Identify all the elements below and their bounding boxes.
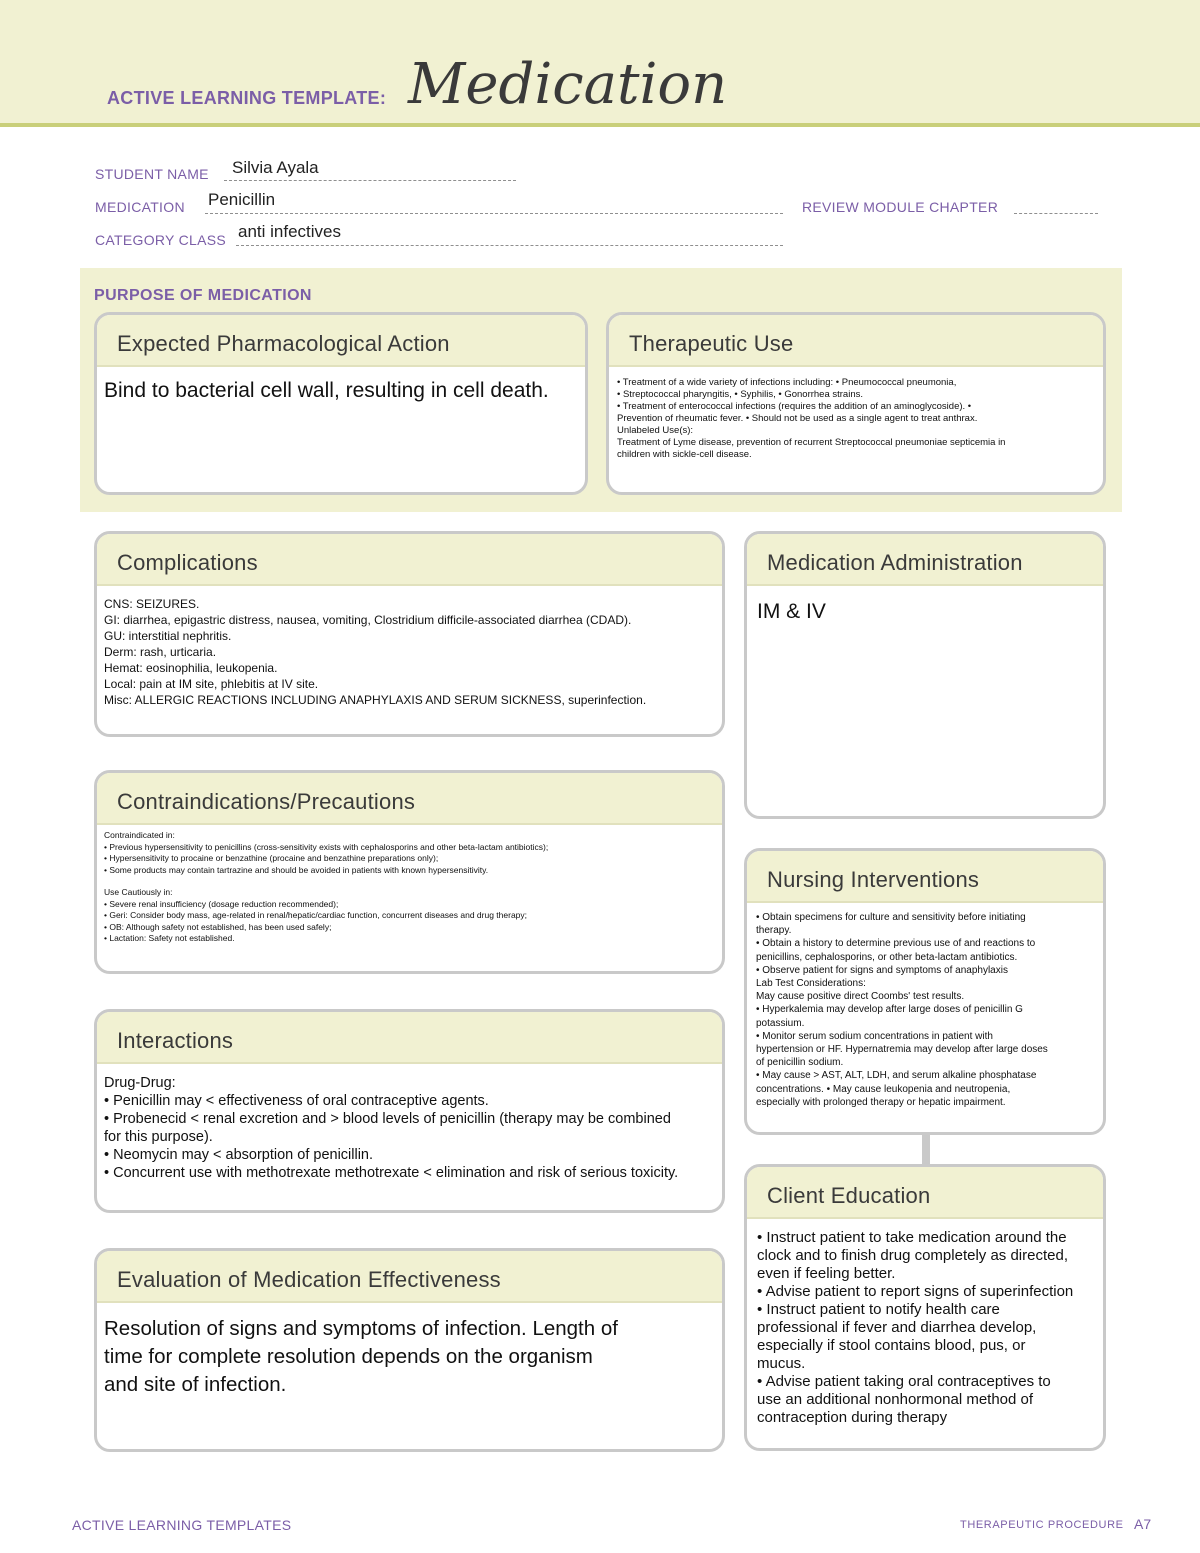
- text-line: • Neomycin may < absorption of penicillin.: [104, 1147, 374, 1163]
- text-line: for this purpose).: [104, 1129, 213, 1145]
- text-line: • Previous hypersensitivity to penicillins (cross-sensitivity exists with cephalosporins and other beta-lactam antibiotics);: [104, 841, 549, 852]
- complications-card: [94, 531, 725, 737]
- footer-left: ACTIVE LEARNING TEMPLATES: [72, 1517, 292, 1533]
- text-line: • Advise patient taking oral contraceptives to: [757, 1373, 1051, 1390]
- medication-line: [205, 213, 783, 214]
- student-name-label: STUDENT NAME: [95, 166, 209, 182]
- student-name-field[interactable]: Silvia Ayala: [232, 158, 319, 177]
- text-line: and site of infection.: [104, 1373, 287, 1396]
- text-line: • Obtain a history to determine previous use of and reactions to: [756, 938, 1036, 950]
- interactions-heading: Interactions: [97, 1012, 722, 1064]
- text-line: • Hypersensitivity to procaine or benzathine (procaine and benzathine preparations only);: [104, 853, 439, 863]
- text-line: children with sickle-cell disease.: [617, 449, 752, 460]
- administration-text: IM & IV: [757, 600, 826, 623]
- text-line: • Treatment of enterococcal infections (requires the addition of an aminoglycoside). •: [617, 401, 972, 412]
- review-module-label: REVIEW MODULE CHAPTER: [802, 199, 999, 215]
- contraindications-text: [97, 825, 722, 945]
- template-prefix: ACTIVE LEARNING TEMPLATE:: [107, 88, 387, 108]
- text-line: therapy.: [756, 925, 792, 937]
- text-line: • Probenecid < renal excretion and > blood levels of penicillin (therapy may be combined: [104, 1111, 671, 1127]
- text-line: • Instruct patient to take medication around the: [757, 1229, 1067, 1246]
- text-line: • Concurrent use with methotrexate methotrexate < elimination and risk of serious toxicity.: [104, 1165, 679, 1181]
- text-line: especially with prolonged therapy or hepatic impairment.: [756, 1096, 1006, 1108]
- purpose-title: PURPOSE OF MEDICATION: [94, 287, 312, 304]
- administration-card: [744, 531, 1106, 819]
- text-line: • Monitor serum sodium concentrations in patient with: [756, 1030, 993, 1042]
- text-line: May cause positive direct Coombs' test results.: [756, 991, 965, 1003]
- expected-action-heading: Expected Pharmacological Action: [97, 315, 585, 367]
- medication-label: MEDICATION: [95, 199, 185, 215]
- client-education-heading: Client Education: [747, 1167, 1103, 1219]
- text-line: potassium.: [756, 1017, 805, 1029]
- text-line: • Advise patient to report signs of superinfection: [757, 1283, 1074, 1300]
- complications-text: [97, 586, 722, 708]
- therapeutic-use-text: [609, 367, 1103, 461]
- text-line: • Hyperkalemia may develop after large doses of penicillin G: [756, 1004, 1023, 1016]
- text-line: • May cause > AST, ALT, LDH, and serum alkaline phosphatase: [756, 1070, 1037, 1082]
- text-line: Drug-Drug:: [104, 1075, 176, 1091]
- review-module-field[interactable]: [1014, 213, 1098, 214]
- contraindications-heading: Contraindications/Precautions: [97, 773, 722, 825]
- text-line: Use Cautiously in:: [104, 887, 173, 897]
- text-line: • Severe renal insufficiency (dosage reduction recommended);: [104, 898, 339, 909]
- interactions-card: [94, 1009, 725, 1213]
- text-line: Misc: ALLERGIC REACTIONS INCLUDING ANAPHYLAXIS AND SERUM SICKNESS, superinfection.: [104, 693, 647, 707]
- interactions-text: [97, 1064, 722, 1182]
- text-line: Contraindicated in:: [104, 830, 175, 840]
- text-line: • Geri: Consider body mass, age-related in renal/hepatic/cardiac function, concurrent diseases and drug therapy;: [104, 910, 528, 920]
- student-name-line: [224, 180, 516, 181]
- page-number: A7: [1134, 1516, 1152, 1532]
- text-line: • Streptococcal pharyngitis, • Syphilis, • Gonorrhea strains.: [617, 389, 864, 400]
- therapeutic-use-heading: Therapeutic Use: [609, 315, 1103, 367]
- text-line: hypertension or HF. Hypernatremia may develop after large doses: [756, 1044, 1048, 1056]
- text-line: • Obtain specimens for culture and sensitivity before initiating: [756, 912, 1026, 923]
- text-line: Lab Test Considerations:: [756, 978, 866, 990]
- text-line: Unlabeled Use(s):: [617, 425, 694, 436]
- text-line: professional if fever and diarrhea develop,: [757, 1319, 1037, 1336]
- text-line: Hemat: eosinophilia, leukopenia.: [104, 661, 278, 675]
- evaluation-card: [94, 1248, 725, 1452]
- header-rule: [0, 123, 1200, 127]
- text-line: • Penicillin may < effectiveness of oral contraceptive agents.: [104, 1093, 489, 1109]
- expected-action-card: [94, 312, 588, 495]
- complications-heading: Complications: [97, 534, 722, 586]
- text-line: • Treatment of a wide variety of infections including: • Pneumococcal pneumonia,: [617, 377, 957, 388]
- text-line: mucus.: [757, 1355, 806, 1372]
- evaluation-text: [97, 1303, 722, 1399]
- text-line: • Instruct patient to notify health care: [757, 1301, 1000, 1318]
- text-line: time for complete resolution depends on the organism: [104, 1345, 593, 1368]
- text-line: GI: diarrhea, epigastric distress, nausea, vomiting, Clostridium difficile-associated diarrhea (CDAD).: [104, 613, 632, 627]
- evaluation-heading: Evaluation of Medication Effectiveness: [97, 1251, 722, 1303]
- text-line: Resolution of signs and symptoms of infection. Length of: [104, 1317, 618, 1340]
- client-education-card: [744, 1164, 1106, 1451]
- text-line: Prevention of rheumatic fever. • Should not be used as a single agent to treat anthrax.: [617, 413, 978, 424]
- text-line: Treatment of Lyme disease, prevention of recurrent Streptococcal pneumoniae septicemia in: [617, 437, 1006, 448]
- text-line: Derm: rash, urticaria.: [104, 645, 217, 659]
- text-line: • Lactation: Safety not established.: [104, 933, 235, 943]
- nursing-interventions-card: [744, 848, 1106, 1135]
- footer-right: THERAPEUTIC PROCEDURE: [960, 1519, 1124, 1531]
- text-line: even if feeling better.: [757, 1265, 896, 1282]
- category-class-line: [236, 245, 783, 246]
- page-title: Medication: [408, 52, 728, 117]
- client-education-text: [747, 1219, 1103, 1427]
- text-line: especially if stool contains blood, pus, or: [757, 1337, 1026, 1354]
- text-line: • OB: Although safety not established, has been used safely;: [104, 921, 332, 932]
- card-connector: [922, 1134, 930, 1166]
- text-line: GU: interstitial nephritis.: [104, 629, 232, 643]
- text-line: of penicillin sodium.: [756, 1057, 844, 1069]
- text-line: • Observe patient for signs and symptoms of anaphylaxis: [756, 964, 1008, 976]
- text-line: use an additional nonhormonal method of: [757, 1391, 1034, 1408]
- text-line: penicillins, cephalosporins, or other beta-lactam antibiotics.: [756, 951, 1018, 963]
- contraindications-card: [94, 770, 725, 974]
- text-line: Local: pain at IM site, phlebitis at IV site.: [104, 677, 319, 691]
- administration-heading: Medication Administration: [747, 534, 1103, 586]
- text-line: CNS: SEIZURES.: [104, 597, 200, 611]
- text-line: contraception during therapy: [757, 1409, 948, 1426]
- expected-action-text: Bind to bacterial cell wall, resulting in cell death.: [104, 379, 549, 402]
- category-class-field[interactable]: anti infectives: [238, 222, 341, 241]
- nursing-interventions-heading: Nursing Interventions: [747, 851, 1103, 903]
- nursing-interventions-text: [747, 903, 1103, 1109]
- text-line: clock and to finish drug completely as directed,: [757, 1247, 1068, 1264]
- therapeutic-use-card: [606, 312, 1106, 495]
- text-line: • Some products may contain tartrazine and should be avoided in patients with known hypersensitivity.: [104, 864, 489, 875]
- text-line: concentrations. • May cause leukopenia and neutropenia,: [756, 1083, 1011, 1095]
- medication-field[interactable]: Penicillin: [208, 190, 276, 209]
- category-class-label: CATEGORY CLASS: [95, 232, 227, 248]
